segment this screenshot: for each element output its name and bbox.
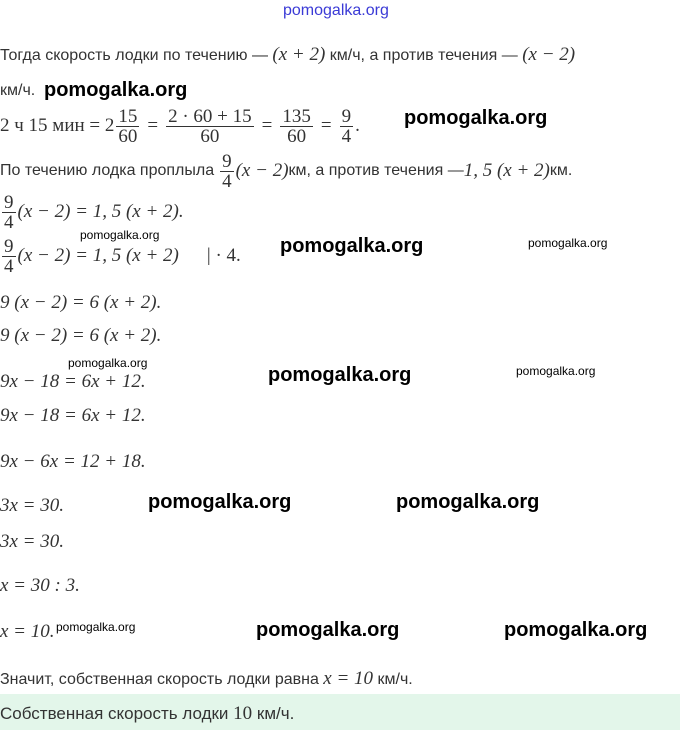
watermark-top: pomogalka.org xyxy=(283,2,389,19)
fraction-9-4: $\frac{9}{4}$ xyxy=(4,191,14,233)
text-upstream: км/ч, а против течения — xyxy=(325,47,523,64)
answer-line xyxy=(0,703,294,725)
watermark: pomogalka.org xyxy=(516,364,596,378)
watermark: pomogalka.org xyxy=(148,491,292,513)
fraction-9-4: $\frac{9}{4}$ xyxy=(4,235,14,277)
equation-1-rest: (x − 2) = 1, 5 (x + 2). xyxy=(17,201,184,222)
fraction-9-4: $\frac{9}{4}$ xyxy=(222,150,232,192)
watermark: pomogalka.org xyxy=(68,356,148,370)
fraction-15-60: $\frac{15}{60}$ xyxy=(118,105,138,147)
watermark: pomogalka.org xyxy=(396,491,540,513)
conclusion-unit: км/ч. xyxy=(373,671,413,688)
step-line: 9x − 18 = 6x + 12. xyxy=(0,405,146,426)
watermark: pomogalka.org xyxy=(56,620,136,634)
step-line: 9x − 6x = 12 + 18. xyxy=(0,451,146,472)
step-line: 9 (x − 2) = 6 (x + 2). xyxy=(0,325,162,346)
step-line: 3x = 30. xyxy=(0,495,65,516)
expr-upstream-distance: 1, 5 (x + 2) xyxy=(463,160,550,181)
fraction-expanded: $\frac{2 \cdot 60 + 15}{60}$ xyxy=(168,105,252,147)
equals-sign: = xyxy=(147,115,159,136)
watermark: pomogalka.org xyxy=(80,228,160,242)
speed-description-line xyxy=(0,44,575,66)
text-downstream: Тогда скорость лодки по течению — xyxy=(0,47,273,64)
text-upstream-distance: км, а против течения — xyxy=(288,162,464,179)
unit-km: км. xyxy=(549,162,573,179)
step-line: 3x = 30. xyxy=(0,531,65,552)
expr-downstream: (x + 2) xyxy=(272,44,326,65)
fraction-9-4: $\frac{9}{4}$ xyxy=(341,105,352,147)
watermark: pomogalka.org xyxy=(44,79,188,101)
watermark: pomogalka.org xyxy=(256,619,400,641)
step-line: x = 10. xyxy=(0,621,55,642)
step-line: 9 (x − 2) = 6 (x + 2). xyxy=(0,292,162,313)
answer-box xyxy=(0,694,680,730)
multiply-by-4: | · 4. xyxy=(206,245,241,266)
watermark: pomogalka.org xyxy=(404,107,548,129)
equals-sign: = xyxy=(320,115,332,136)
step-line: x = 30 : 3. xyxy=(0,575,80,596)
watermark: pomogalka.org xyxy=(280,235,424,257)
equation-2 xyxy=(0,234,241,278)
step-line: 9x − 18 = 6x + 12. xyxy=(0,371,146,392)
expr-upstream: (x − 2) xyxy=(522,44,576,65)
text-downstream-distance: По течению лодка проплыла xyxy=(0,162,215,179)
answer-text: Собственная скорость лодки xyxy=(0,704,234,723)
expr-downstream-distance: (x − 2) xyxy=(235,160,289,181)
time-conversion xyxy=(0,104,360,148)
equation-2-rest: (x − 2) = 1, 5 (x + 2) xyxy=(17,245,179,266)
conclusion-text: Значит, собственная скорость лодки равна xyxy=(0,671,324,688)
conclusion-expr: x = 10 xyxy=(323,668,374,689)
answer-unit: км/ч. xyxy=(252,704,295,723)
time-lhs: 2 ч 15 мин = 2 xyxy=(0,115,115,136)
conclusion-line xyxy=(0,668,413,690)
period: . xyxy=(355,115,360,136)
distance-description-line xyxy=(0,148,572,194)
answer-value: 10 xyxy=(233,703,253,724)
watermark: pomogalka.org xyxy=(268,364,412,386)
watermark: pomogalka.org xyxy=(504,619,648,641)
fraction-135-60: $\frac{135}{60}$ xyxy=(282,105,311,147)
speed-unit-text: км/ч. xyxy=(0,82,36,99)
watermark: pomogalka.org xyxy=(528,236,608,250)
equals-sign: = xyxy=(261,115,273,136)
